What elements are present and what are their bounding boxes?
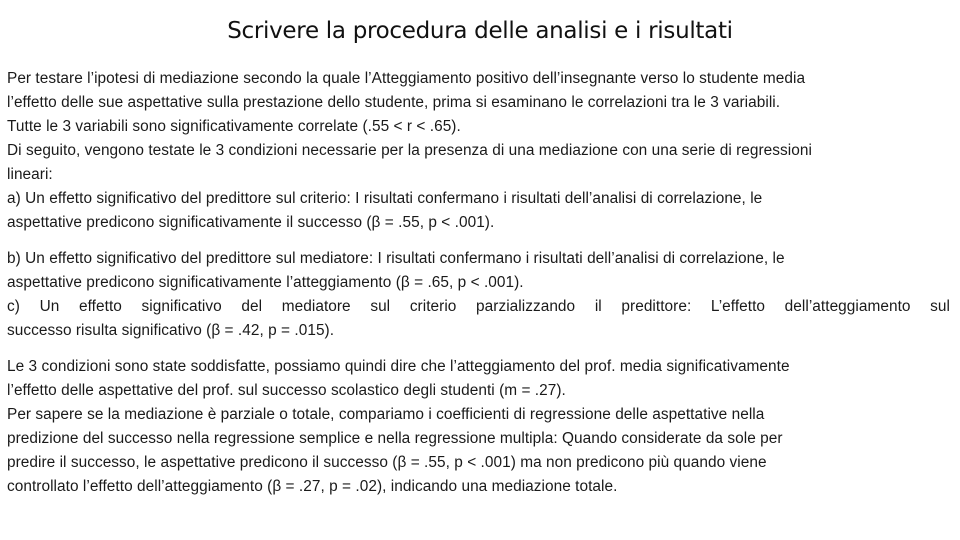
- text-line: c) Un effetto significativo del mediatore sul criterio parzializzando il predittore: L’effetto dell’atteggiamento sul: [7, 298, 950, 315]
- slide-title: Scrivere la procedura delle analisi e i risultati: [227, 18, 733, 44]
- text-line: l’effetto delle sue aspettative sulla prestazione dello studente, prima si esaminano le correlazioni tra le 3 variabili.: [7, 94, 781, 111]
- text-line: controllato l’effetto dell’atteggiamento (β = .27, p = .02), indicando una mediazione totale.: [7, 478, 618, 495]
- text-line: l’effetto delle aspettative del prof. sul successo scolastico degli studenti (m = .27).: [7, 382, 566, 399]
- text-line: aspettative predicono significativamente l’atteggiamento (β = .65, p < .001).: [7, 274, 524, 291]
- text-line: lineari:: [7, 166, 53, 183]
- text-line: Per sapere se la mediazione è parziale o totale, compariamo i coefficienti di regressione delle aspettative nella: [7, 406, 765, 423]
- text-line: successo risulta significativo (β = .42, p = .015).: [7, 322, 335, 339]
- paragraph-block-3: [7, 355, 950, 499]
- text-line: aspettative predicono significativamente il successo (β = .55, p < .001).: [7, 214, 495, 231]
- slide-body: [7, 67, 950, 499]
- text-line: Le 3 condizioni sono state soddisfatte, possiamo quindi dire che l’atteggiamento del prof. media significativamente: [7, 358, 790, 375]
- text-line: b) Un effetto significativo del predittore sul mediatore: I risultati confermano i risultati dell’analisi di correlazione, le: [7, 250, 785, 267]
- paragraph-block-1: [7, 67, 950, 235]
- text-line: Per testare l’ipotesi di mediazione secondo la quale l’Atteggiamento positivo dell’insegnante verso lo studente media: [7, 70, 806, 87]
- text-line: predizione del successo nella regressione semplice e nella regressione multipla: Quando considerate da sole per: [7, 430, 783, 447]
- text-line: predire il successo, le aspettative predicono il successo (β = .55, p < .001) ma non predicono più quando viene: [7, 454, 767, 471]
- text-line: a) Un effetto significativo del predittore sul criterio: I risultati confermano i risultati dell’analisi di correlazione, le: [7, 190, 763, 207]
- paragraph-block-2: [7, 247, 950, 343]
- text-line: Tutte le 3 variabili sono significativamente correlate (.55 < r < .65).: [7, 118, 461, 135]
- text-line: Di seguito, vengono testate le 3 condizioni necessarie per la presenza di una mediazione con una serie di regressioni: [7, 142, 812, 159]
